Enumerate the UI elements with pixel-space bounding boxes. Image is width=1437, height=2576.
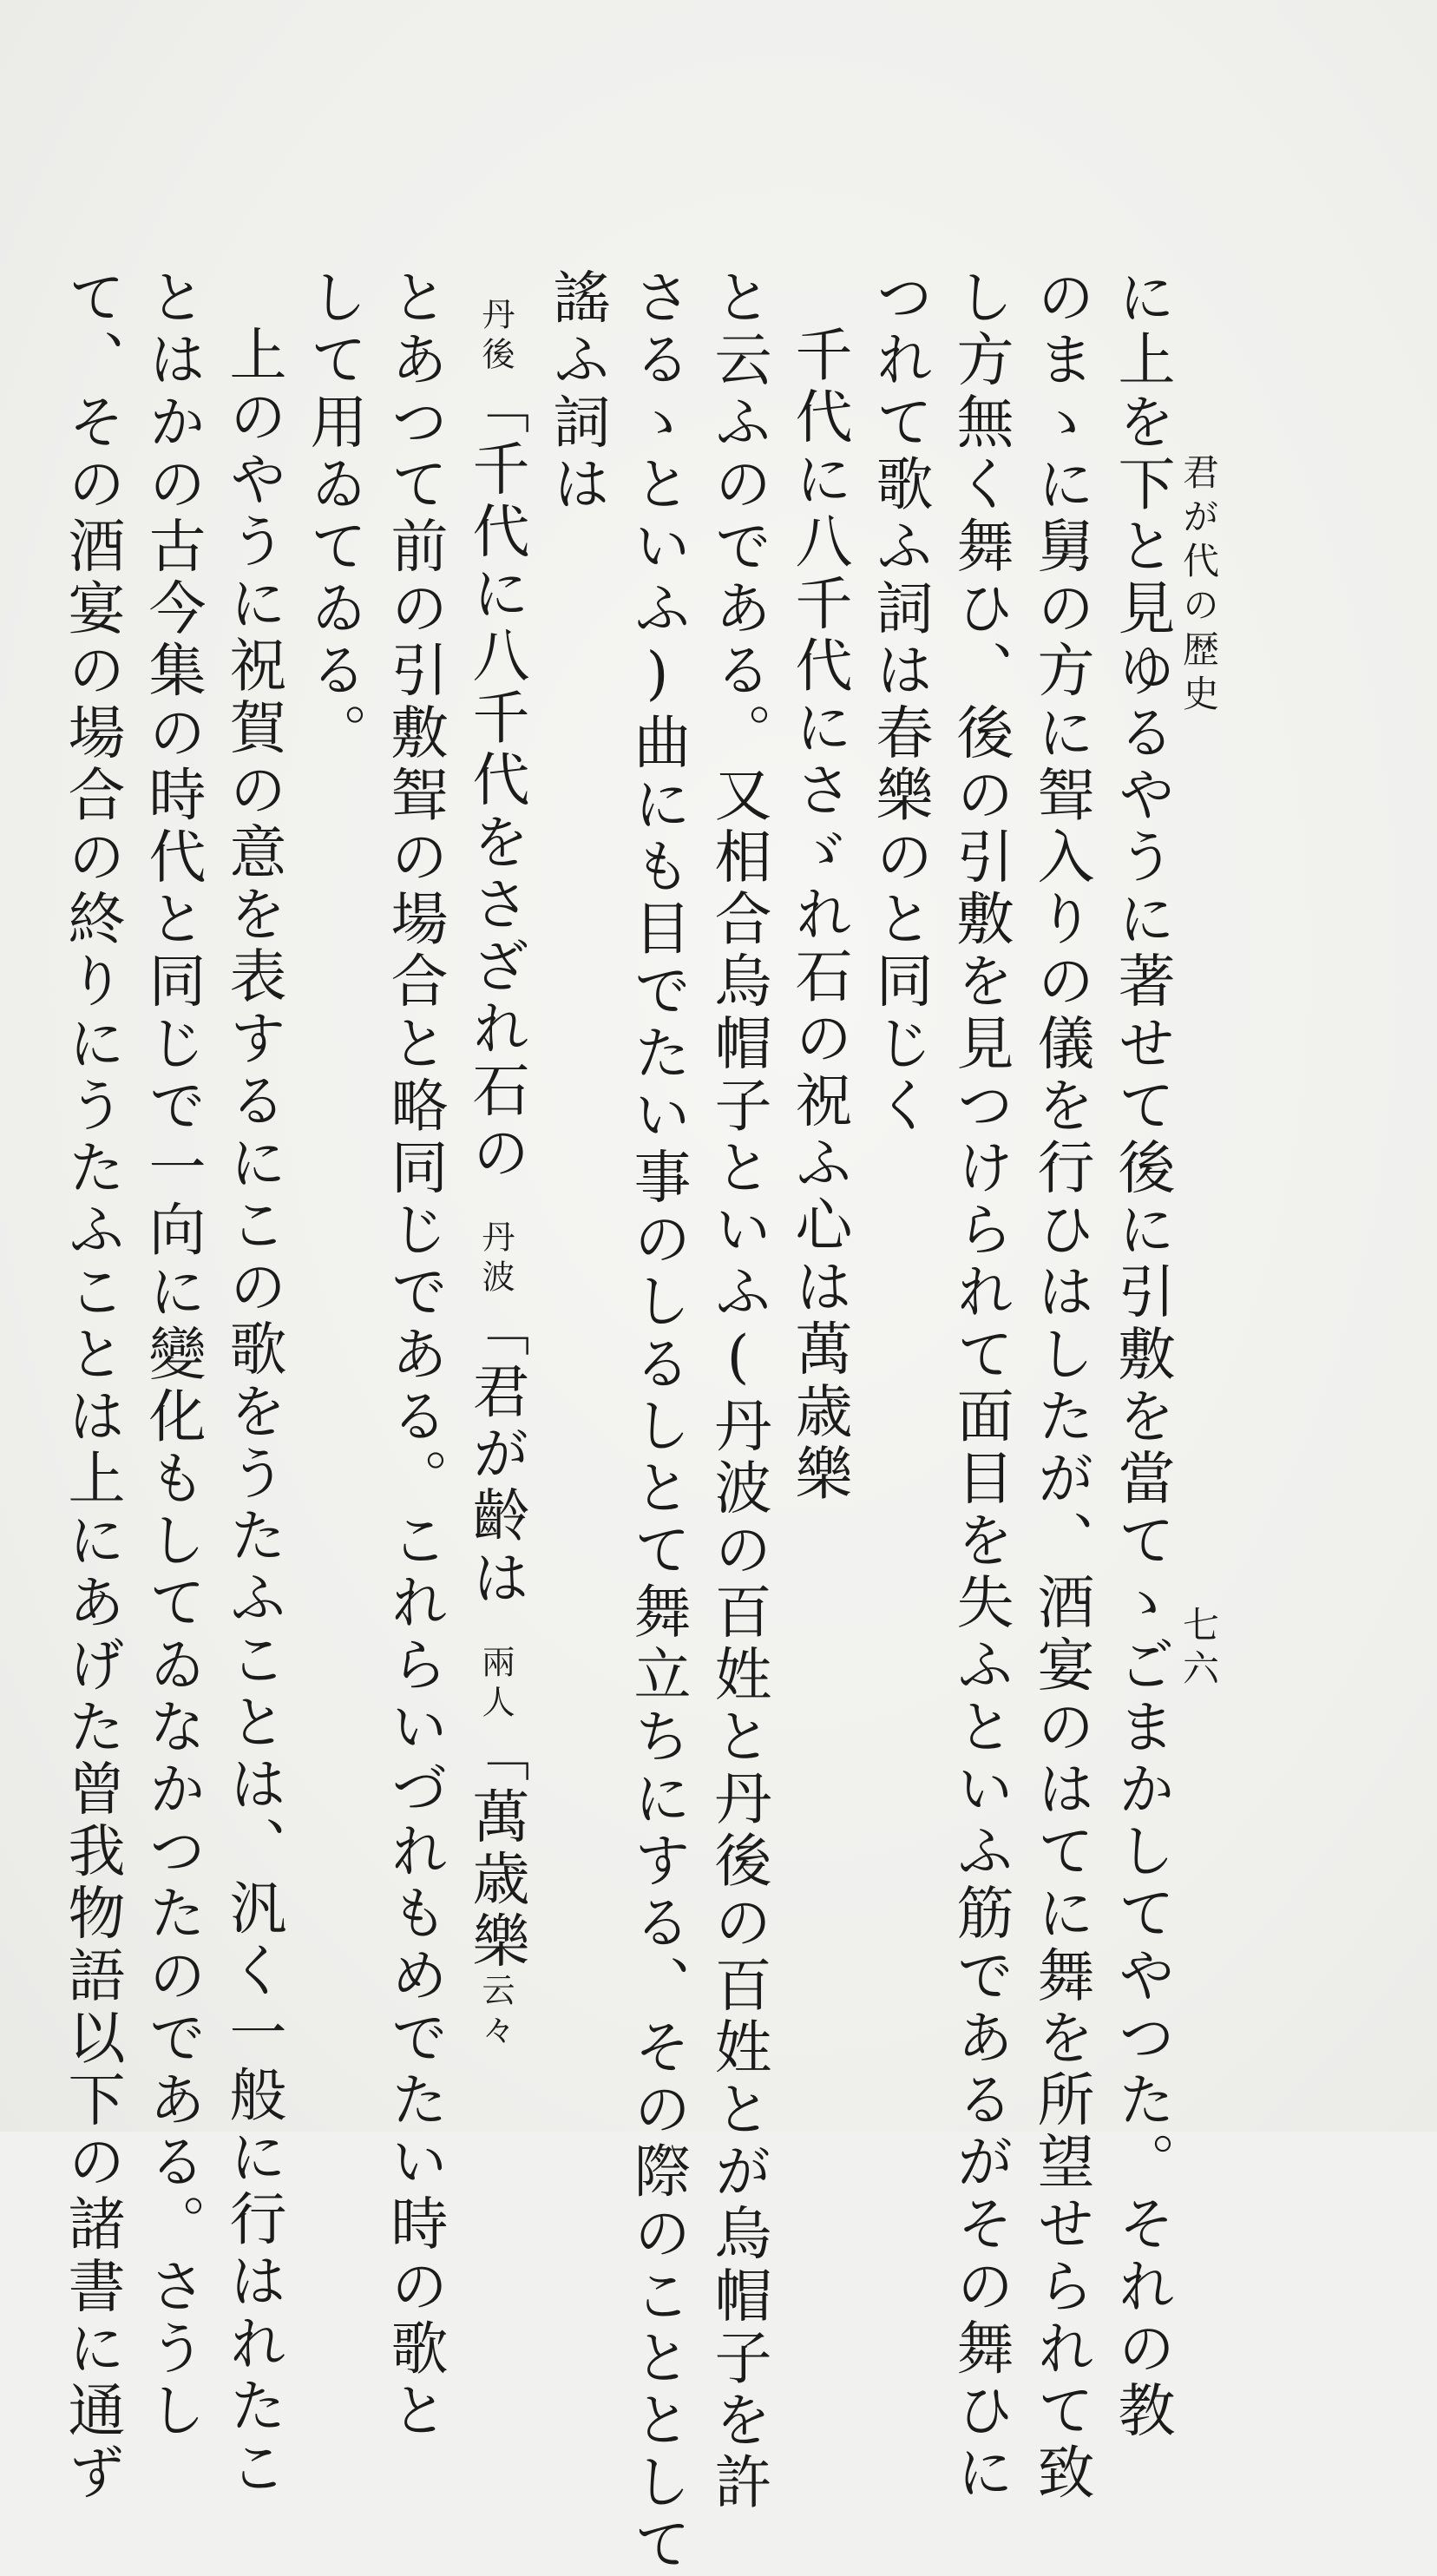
body-text xyxy=(51,267,1182,2576)
dialogue-line xyxy=(455,267,536,2576)
text-line: し方無く舞ひ、後の引敷を見つけられて面目を失ふといふ筋であるがその舞ひに xyxy=(947,267,1014,2505)
text-line: さるゝといふ)曲にも目でたい事のしるしとて舞立ちにする、その際のこととして xyxy=(624,267,691,2576)
text-line-paragraph-start: 上のやうに祝賀の意を表するにこの歌をうたふことは、汎く一般に行はれたこ xyxy=(220,325,286,2500)
text-line: のまゝに舅の方に聟入りの儀を行ひはしたが、酒宴のはてに舞を所望せられて致 xyxy=(1027,267,1094,2505)
text-line: とはかの古今集の時代と同じで一向に變化もしてゐなかつたのである。さうし xyxy=(139,267,206,2442)
etc-mark: 云々 xyxy=(476,1973,515,2054)
text-line: て、その酒宴の場合の終りにうたふことは上にあげた曾我物語以下の諸書に通ず xyxy=(58,267,125,2505)
text-line: とあつて前の引敷聟の場合と略同じである。これらいづれもめでたい時の歌と xyxy=(381,267,448,2442)
text-line-quoted: 千代に八千代にさゞれ石の祝ふ心は萬歳樂 xyxy=(785,325,852,1506)
dialogue-text: 「君が齡は xyxy=(463,1298,529,1610)
speaker-label: 丹後 xyxy=(476,297,515,377)
running-head: 君が代の歴史 xyxy=(1178,453,1220,719)
text-line: 謠ふ詞は xyxy=(543,267,610,516)
text-line: に上を下と見ゆるやうに著せて後に引敷を當てゝごまかしてやつた。それの教 xyxy=(1108,267,1175,2442)
text-line: して用ゐてゐる。 xyxy=(300,267,367,765)
page-number: 七六 xyxy=(1178,1606,1220,1692)
dialogue-text: 「萬歳樂 xyxy=(463,1724,529,1974)
dialogue-text: 「千代に八千代をさざれ石の xyxy=(463,377,529,1185)
speaker-label: 兩人 xyxy=(476,1644,515,1725)
text-line: つれて歌ふ詞は春樂のと同じく xyxy=(866,267,933,1138)
speaker-label: 丹波 xyxy=(476,1219,515,1299)
text-line: と云ふのである。又相合烏帽子といふ(丹波の百姓と丹後の百姓とが烏帽子を許 xyxy=(705,267,771,2514)
